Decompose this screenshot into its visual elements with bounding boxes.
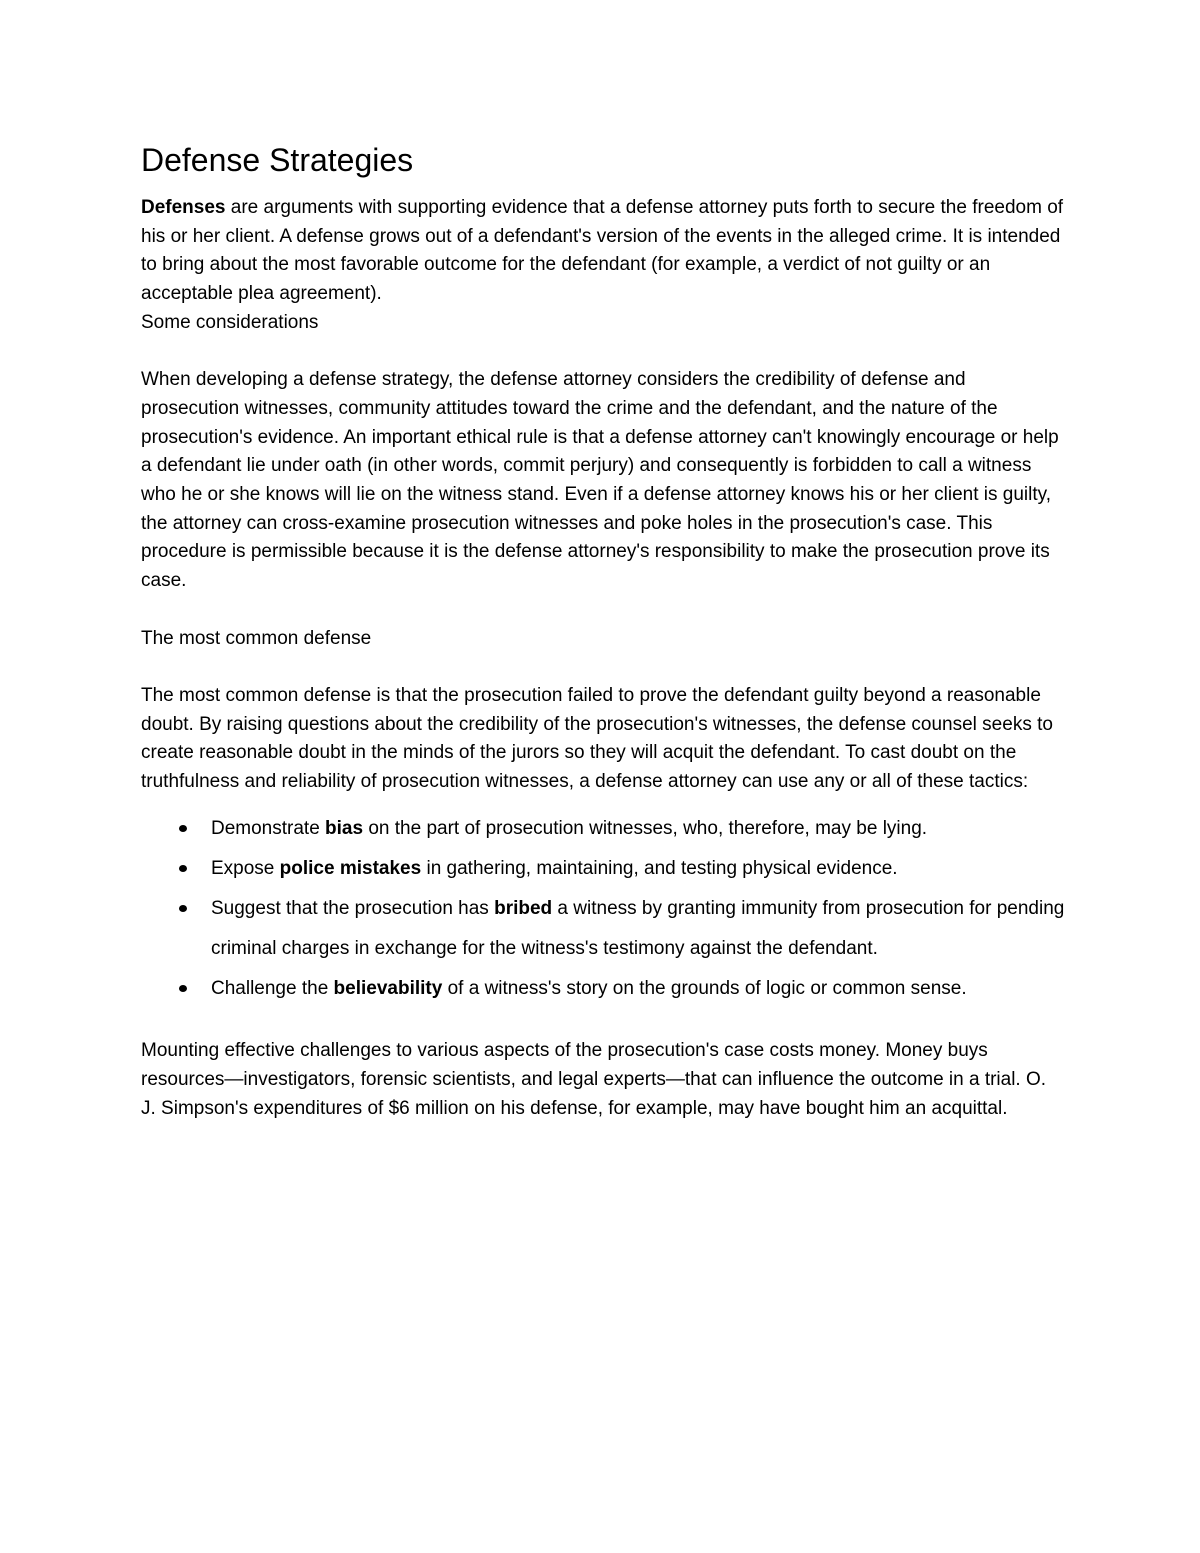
document-page (141, 140, 1066, 1124)
tactic-text-before: Demonstrate (211, 817, 326, 839)
tactic-bold-term: bribed (494, 897, 553, 919)
paragraph-spacer (141, 653, 1066, 682)
tactic-text-before: Suggest that the prosecution has (211, 897, 495, 919)
tactics-list (141, 809, 1066, 1009)
bullet-dot-icon (179, 825, 187, 832)
tactic-text-before: Expose (211, 857, 280, 879)
bullet-dot-icon (179, 865, 187, 872)
intro-bold-term: Defenses (141, 197, 226, 218)
bullet-dot-icon (179, 905, 187, 912)
paragraph-spacer (141, 1009, 1066, 1038)
bullet-dot-icon (179, 985, 187, 992)
paragraph-spacer (141, 596, 1066, 625)
tactic-text-before: Challenge the (211, 977, 334, 999)
heading-common-defense: The most common defense (141, 627, 372, 649)
intro-text: are arguments with supporting evidence that a defense attorney puts forth to secure the freedom of his or her client. A defense grows out of a defendant's version of the events in the alleged crime. It is intended to bring about the most favorable outcome for the defendant (for example, a verdict of not guilty or an acceptable plea agreement). (141, 197, 1064, 305)
list-item (211, 969, 1066, 1009)
tactic-text-after: of a witness's story on the grounds of logic or common sense. (442, 977, 967, 999)
list-item (211, 849, 1066, 889)
tactic-bold-term: police mistakes (279, 857, 422, 879)
heading-considerations: Some considerations (141, 311, 319, 333)
intro-paragraph (141, 194, 1066, 309)
closing-paragraph: Mounting effective challenges to various aspects of the prosecution's case costs money. Money buys resources—investigators, forensic scientists, and legal experts—that can influence the outcome in a trial. O. J. Simpson's expenditures of $6 million on his defense, for example, may have bought him an acquittal. (141, 1040, 1047, 1119)
list-item (211, 809, 1066, 849)
list-item (211, 889, 1066, 969)
document-title: Defense Strategies (141, 142, 414, 178)
paragraph-spacer (141, 338, 1066, 367)
common-defense-paragraph: The most common defense is that the prosecution failed to prove the defendant guilty beyond a reasonable doubt. By raising questions about the credibility of the prosecution's witnesses, the defense counsel seeks to create reasonable doubt in the minds of the jurors so they will acquit the defendant. To cast doubt on the truthfulness and reliability of prosecution witnesses, a defense attorney can use any or all of these tactics: (141, 684, 1053, 793)
considerations-paragraph: When developing a defense strategy, the defense attorney considers the credibility of defense and prosecution witnesses, community attitudes toward the crime and the defendant, and the nature of the prosecution's evidence. An important ethical rule is that a defense attorney can't knowingly encourage or help a defendant lie under oath (in other words, commit perjury) and consequently is forbidden to call a witness who he or she knows will lie on the witness stand. Even if a defense attorney knows his or her client is guilty, the attorney can cross-examine prosecution witnesses and poke holes in the prosecution's case. This procedure is permissible because it is the defense attorney's responsibility to make the prosecution prove its case. (141, 369, 1059, 592)
tactic-bold-term: bias (325, 817, 364, 839)
tactic-text-after: a witness by granting immunity from prosecution for pending criminal charges in exchange for the witness's testimony against the defendant. (211, 897, 1065, 959)
tactic-bold-term: believability (333, 977, 443, 999)
tactic-text-after: in gathering, maintaining, and testing physical evidence. (421, 857, 898, 879)
tactic-text-after: on the part of prosecution witnesses, who, therefore, may be lying. (363, 817, 928, 839)
